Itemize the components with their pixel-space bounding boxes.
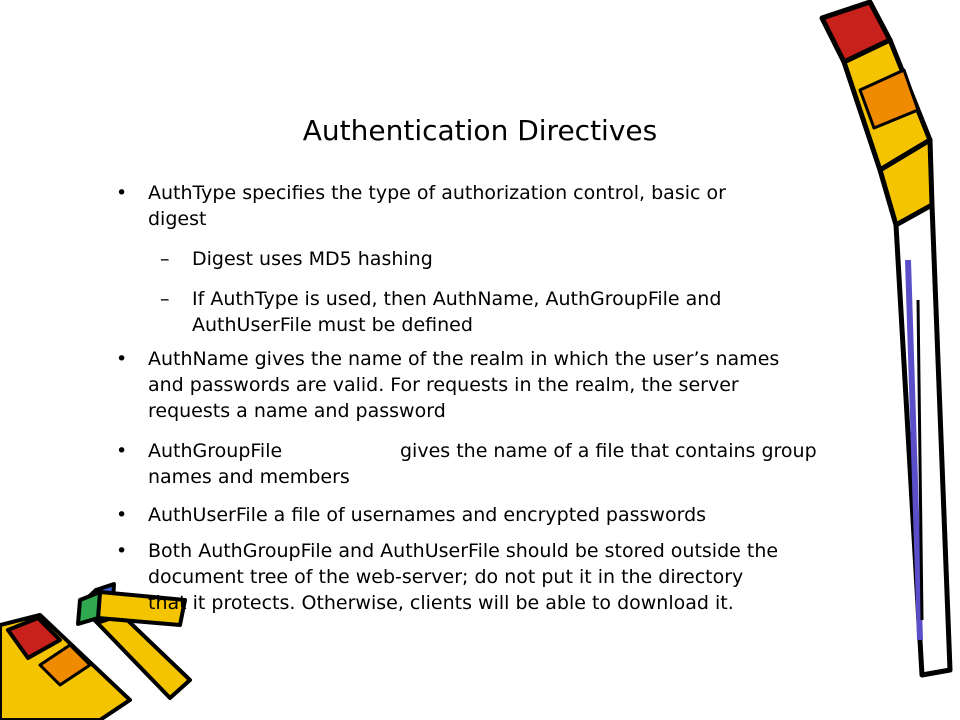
bullet-text-line: digest [148,208,207,230]
bullet-text-line: gives the name of a file that contains group [400,440,817,462]
bullet-marker: • [116,348,128,370]
bullet-text-line: that it protects. Otherwise, clients will be able to download it. [148,592,734,614]
bullet-term: AuthGroupFile [148,440,283,462]
bullet-marker: • [116,504,128,526]
bullet-text-line: AuthType specifies the type of authorization control, basic or [148,182,726,204]
sub-bullet-text-line: AuthUserFile must be defined [192,314,473,336]
bullet-text-line: AuthUserFile a file of usernames and encrypted passwords [148,504,707,526]
bullet-text-line: AuthName gives the name of the realm in which the user’s names [148,348,780,370]
sub-bullet-text-line: Digest uses MD5 hashing [192,248,433,270]
bullet-text-line: document tree of the web-server; do not put it in the directory [148,566,744,588]
bullet-text-line: names and members [148,466,350,488]
slide-title: Authentication Directives [302,114,658,147]
sub-bullet-marker: – [160,288,170,310]
bullet-marker: • [116,440,128,462]
pencil-icon [800,0,960,690]
bullet-marker: • [116,540,128,562]
bullet-marker: • [116,182,128,204]
sub-bullet-marker: – [160,248,170,270]
bullet-text-line: Both AuthGroupFile and AuthUserFile should be stored outside the [148,540,779,562]
bullet-text-line: and passwords are valid. For requests in the realm, the server [148,374,739,396]
bullet-text-line: requests a name and password [148,400,446,422]
sub-bullet-text-line: If AuthType is used, then AuthName, AuthGroupFile and [192,288,722,310]
